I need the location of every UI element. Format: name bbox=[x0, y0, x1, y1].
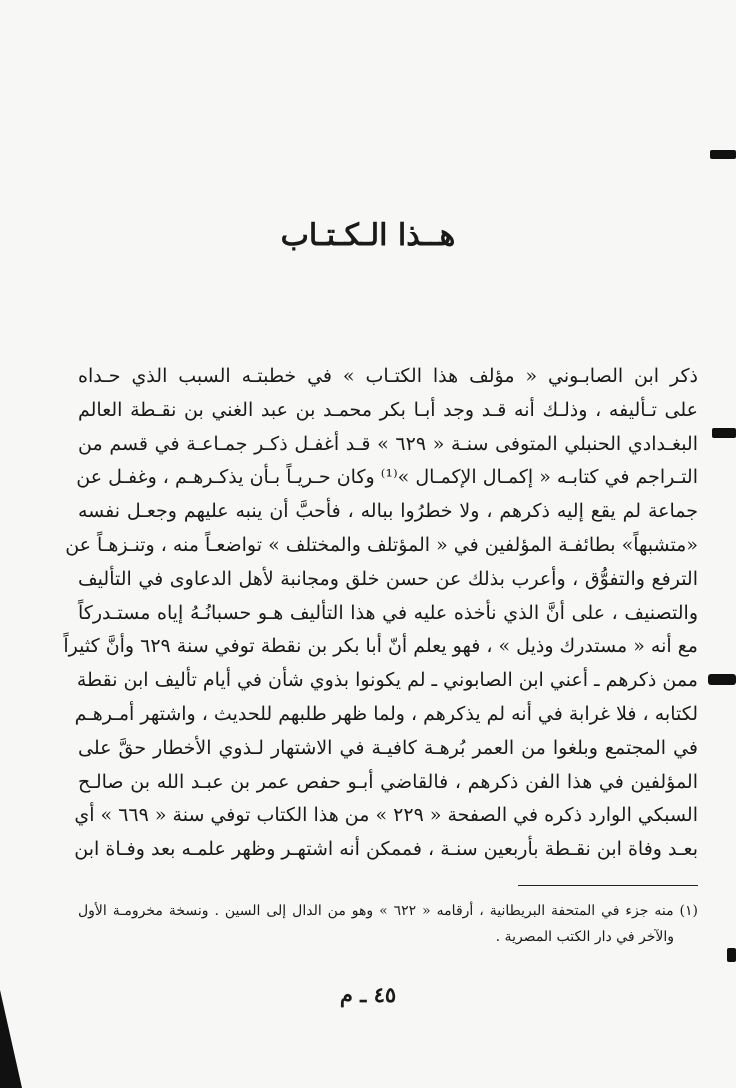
scan-edge-shadow bbox=[0, 990, 22, 1088]
footnote-line: والآخر في دار الكتب المصرية . bbox=[495, 929, 674, 945]
body-text bbox=[63, 360, 699, 867]
body-line: البغـدادي الحنبلي المتوفى سنـة « ٦٢٩ » قـد أغفـل ذكـر جمـاعـة في قسم من bbox=[78, 432, 699, 455]
scan-edge-mark bbox=[727, 948, 736, 962]
body-line: التـراجم في كتابـه « إكمـال الإكمـال »⁽¹⁾ وكان حـريـاً بـأن يذكـرهـم ، وغفـل عن bbox=[76, 466, 698, 489]
body-line: السبكي الوارد ذكره في الصفحة « ٢٢٩ » من هذا الكتاب توفي سنة « ٦٦٩ » أي bbox=[74, 804, 698, 827]
body-line: على تـأليفه ، وذلـك أنه قـد وجد أبـا بكر محمـد بن عبد الغني بن نقـطة العالم bbox=[78, 398, 698, 421]
page-title: هــذا الـكـتـاب bbox=[280, 218, 456, 253]
scan-edge-mark bbox=[712, 428, 736, 438]
body-line: في المجتمع وبلغوا من العمر بُرهـة كافيـة في الاشتهار لـذوي الأخطار حقَّ على bbox=[78, 736, 698, 759]
footnote-divider bbox=[518, 885, 698, 886]
body-line: بعـد وفاة ابن نقـطة بأربعين سنـة ، فممكن أنه اشتهـر وظهر علمـه بعد وفـاة ابن bbox=[74, 838, 698, 861]
scan-edge-mark bbox=[708, 674, 736, 685]
body-line: لكتابه ، فلا غرابة في أنه لم يذكرهم ، ولما ظهر طلبهم للحديث ، واشتهر أمـرهـم bbox=[74, 702, 698, 725]
body-line: الترفع والتفوُّق ، وأعرب بذلك عن حسن خلق ومجانبة لأهل الدعاوى في التأليف bbox=[78, 567, 698, 590]
body-line: ممن ذكرهم ـ أعني ابن الصابوني ـ لم يكونوا بذوي شأن في أيام تأليف ابن نقطة bbox=[76, 669, 698, 692]
body-line: والتصنيف ، على أنَّ الذي نأخذه عليه في هذا التأليف هـو حسبانُـهُ إياه مستـدركاً bbox=[78, 601, 698, 624]
scan-edge-mark bbox=[710, 150, 736, 159]
footnote-line: (١) منه جزء في المتحفة البريطانية ، أرقامه « ٦٢٢ » وهو من الدال إلى السين . ونسخة مخرومـة الأول bbox=[78, 903, 698, 919]
body-line: المؤلفين في هذا الفن ذكرهم ، فالقاضي أبـو حفص عمر بن عبـد الله بن صالـح bbox=[78, 770, 698, 793]
body-line: جماعة لم يقع إليه ذكرهم ، ولا خطرُوا بباله ، فأحبَّ أن ينبه عليهم وجعـل نفسه bbox=[78, 500, 698, 523]
body-line: مع أنه « مستدرك وذيل » ، فهو يعلم أنّ أبا بكر بن نقطة توفي سنة ٦٢٩ وأنَّ كثيراً bbox=[63, 635, 698, 658]
body-line: «متشبهاً» بطائفـة المؤلفين في « المؤتلف والمختلف » تواضعـاً منه ، وتنـزهـاً عن bbox=[65, 533, 698, 556]
body-line: ذكر ابن الصابـوني « مؤلف هذا الكتـاب » في خطبتـه السبب الذي حـداه bbox=[78, 365, 698, 387]
footnotes bbox=[78, 898, 698, 950]
page-number: ٤٥ ـ م bbox=[339, 982, 397, 1007]
